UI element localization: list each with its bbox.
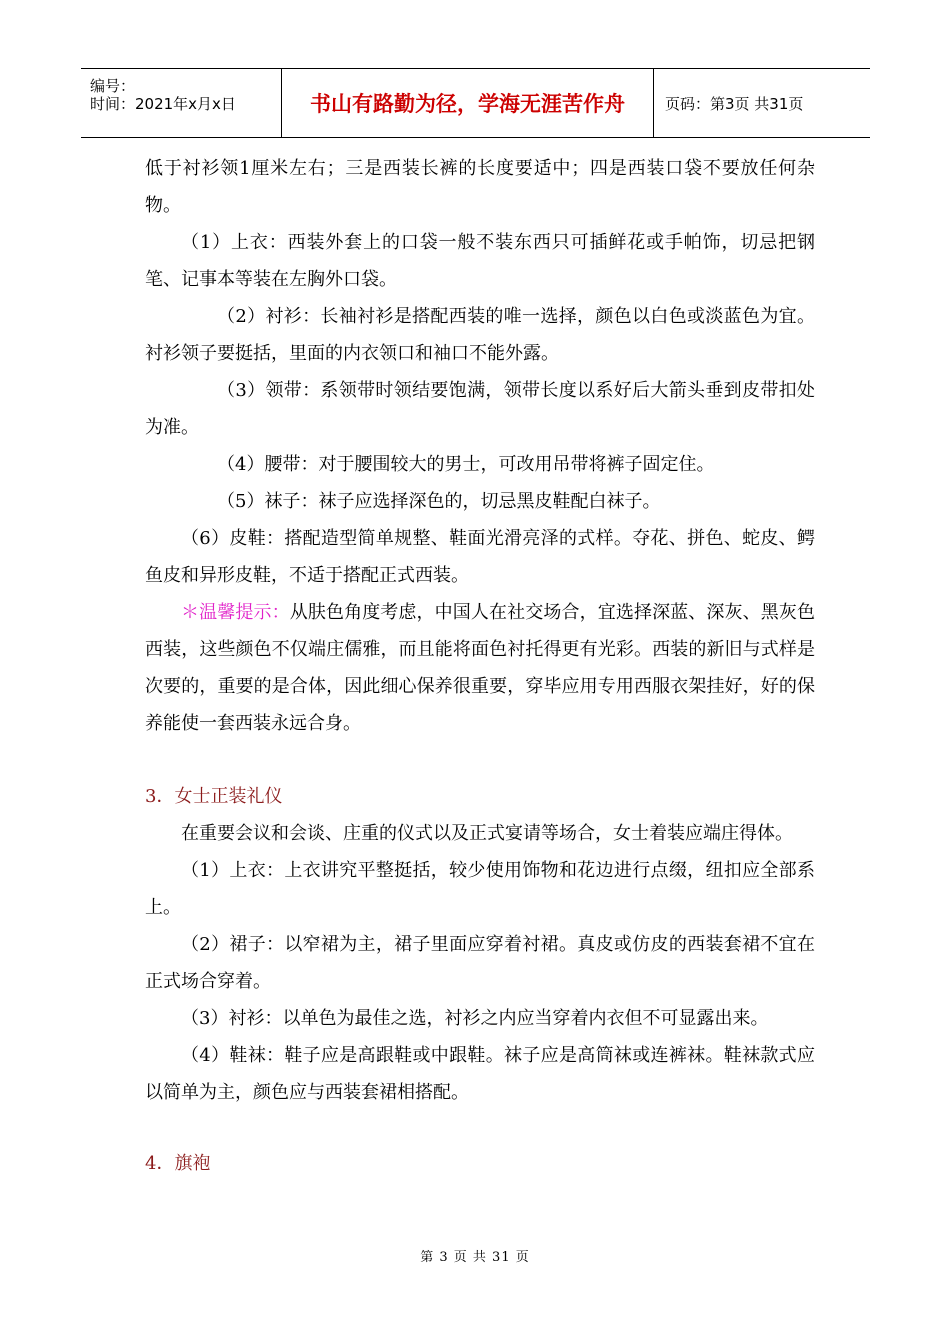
- document-body: [145, 150, 815, 1182]
- spacer: [145, 742, 815, 778]
- paragraph: （3）领带：系领带时领结要饱满，领带长度以系好后大箭头垂到皮带扣处为准。: [145, 380, 815, 438]
- paragraph: 低于衬衫领1厘米左右；三是西装长裤的长度要适中；四是西装口袋不要放任何杂物。: [145, 158, 815, 216]
- paragraph: （2）衬衫：长袖衬衫是搭配西装的唯一选择，颜色以白色或淡蓝色为宜。衬衫领子要挺括，里面的内衣领口和袖口不能外露。: [145, 306, 815, 364]
- number-label: 编号：: [90, 77, 136, 95]
- page-header: [81, 68, 870, 138]
- time-label: 时间：2021年x月x日: [90, 95, 236, 113]
- paragraph: （3）衬衫：以单色为最佳之选，衬衫之内应当穿着内衣但不可显露出来。: [181, 1008, 769, 1029]
- header-meta-cell: [81, 69, 282, 137]
- page-footer: 第 3 页 共 31 页: [420, 1250, 530, 1265]
- header-page-info: 页码：第3页 共31页: [665, 95, 804, 113]
- section-heading: 3．女士正装礼仪: [145, 786, 283, 807]
- paragraph: （6）皮鞋：搭配造型简单规整、鞋面光滑亮泽的式样。夺花、拼色、蛇皮、鳄鱼皮和异形皮鞋，不适于搭配正式西装。: [145, 528, 815, 586]
- paragraph: （1）上衣：上衣讲究平整挺括，较少使用饰物和花边进行点缀，纽扣应全部系上。: [145, 860, 815, 918]
- tip-text: 从肤色角度考虑，中国人在社交场合，宜选择深蓝、深灰、黑灰色西装，这些颜色不仅端庄儒雅，而且能将面色衬托得更有光彩。西装的新旧与式样是次要的，重要的是合体，因此细心保养很重要，穿毕应用专用西服衣架挂好，好的保养能使一套西装永远合身。: [145, 602, 816, 734]
- paragraph: （4）鞋袜：鞋子应是高跟鞋或中跟鞋。袜子应是高筒袜或连裤袜。鞋袜款式应以简单为主，颜色应与西装套裙相搭配。: [145, 1045, 815, 1103]
- paragraph: （5）袜子：袜子应选择深色的，切忌黑皮鞋配白袜子。: [217, 491, 661, 512]
- paragraph: （2）裙子：以窄裙为主，裙子里面应穿着衬裙。真皮或仿皮的西装套裙不宜在正式场合穿着。: [145, 934, 815, 992]
- paragraph: 在重要会议和会谈、庄重的仪式以及正式宴请等场合，女士着装应端庄得体。: [181, 823, 793, 844]
- header-motto: 书山有路勤为径，学海无涯苦作舟: [282, 69, 654, 137]
- tip-paragraph: [145, 594, 815, 742]
- section-heading: 4．旗袍: [145, 1153, 211, 1174]
- spacer: [145, 1111, 815, 1145]
- paragraph: （4）腰带：对于腰围较大的男士，可改用吊带将裤子固定住。: [217, 454, 715, 475]
- tip-label: ＊温馨提示：: [181, 602, 290, 623]
- paragraph: （1）上衣：西装外套上的口袋一般不装东西只可插鲜花或手帕饰，切忌把钢笔、记事本等装在左胸外口袋。: [145, 232, 815, 290]
